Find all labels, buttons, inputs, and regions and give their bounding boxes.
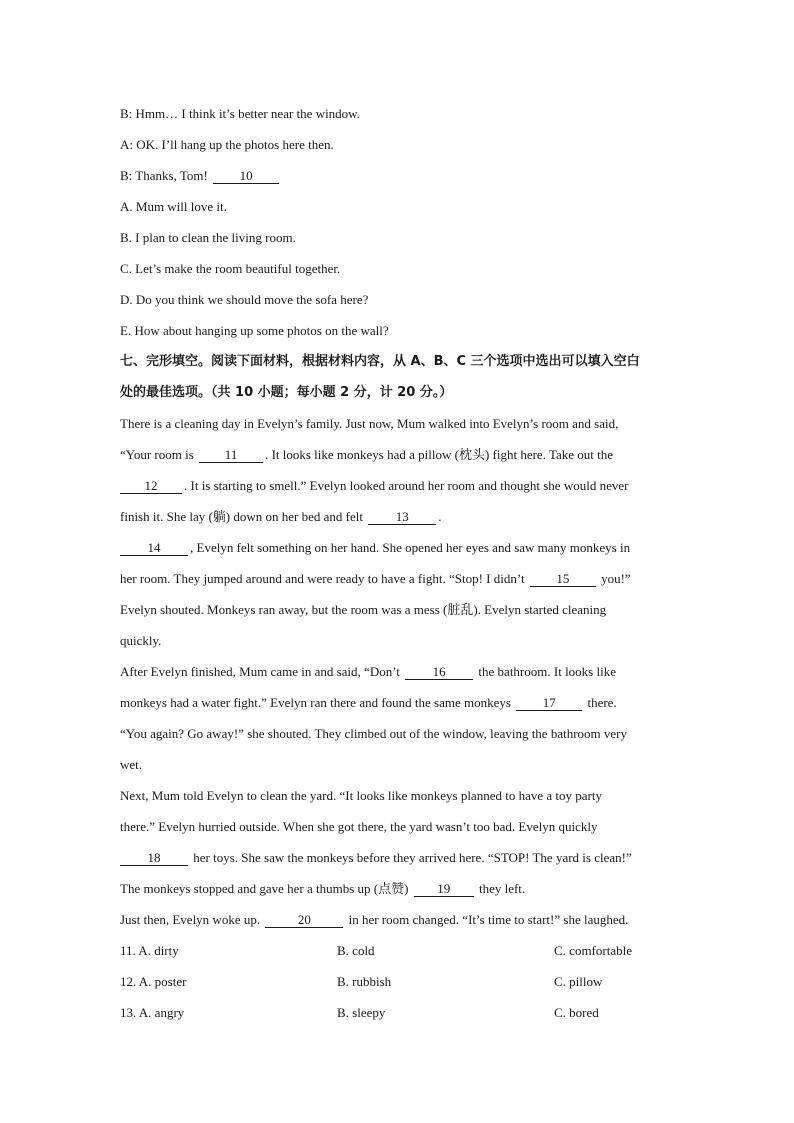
passage-text: they left. bbox=[478, 881, 526, 896]
option-d: D. Do you think we should move the sofa here? bbox=[120, 292, 369, 307]
passage-text: After Evelyn finished, Mum came in and said, “Don’t bbox=[120, 664, 400, 679]
question-option: 13. A. angry bbox=[120, 1005, 185, 1020]
option-c: C. Let’s make the room beautiful together. bbox=[120, 261, 341, 276]
blank-10: 10 bbox=[213, 169, 279, 184]
blank-19: 19 bbox=[414, 882, 474, 897]
passage-text: finish it. She lay (躺) down on her bed and felt bbox=[120, 509, 363, 524]
dialogue-line: B: Hmm… I think it’s better near the window. bbox=[120, 106, 360, 121]
question-row bbox=[120, 997, 680, 1028]
option-a: A. Mum will love it. bbox=[120, 199, 227, 214]
passage-text: you!” bbox=[601, 571, 631, 586]
passage-text: , Evelyn felt something on her hand. She opened her eyes and saw many monkeys in bbox=[190, 540, 631, 555]
question-row bbox=[120, 935, 680, 966]
passage-line: There is a cleaning day in Evelyn’s family. Just now, Mum walked into Evelyn’s room and said, bbox=[120, 416, 619, 431]
blank-12: 12 bbox=[120, 479, 182, 494]
passage-text: monkeys had a water fight.” Evelyn ran there and found the same monkeys bbox=[120, 695, 511, 710]
passage-line: quickly. bbox=[120, 633, 162, 648]
passage-line bbox=[120, 439, 680, 470]
passage-text: Just then, Evelyn woke up. bbox=[120, 912, 261, 927]
passage-text: . It looks like monkeys had a pillow (枕头) fight here. Take out the bbox=[265, 447, 614, 462]
question-option: C. bored bbox=[554, 1005, 599, 1020]
passage-line bbox=[120, 656, 680, 687]
section-heading: 七、完形填空。阅读下面材料，根据材料内容，从 A、B、C 三个选项中选出可以填入空白 bbox=[120, 354, 640, 369]
question-option: C. pillow bbox=[554, 974, 603, 989]
passage-line bbox=[120, 904, 680, 935]
passage-line: Evelyn shouted. Monkeys ran away, but the room was a mess (脏乱). Evelyn started cleaning bbox=[120, 602, 607, 617]
document-content bbox=[120, 98, 680, 1028]
passage-text: in her room changed. “It’s time to start!” she laughed. bbox=[348, 912, 629, 927]
passage-text: the bathroom. It looks like bbox=[478, 664, 616, 679]
question-option: 11. A. dirty bbox=[120, 943, 179, 958]
passage-line: Next, Mum told Evelyn to clean the yard. “It looks like monkeys planned to have a toy party bbox=[120, 788, 602, 803]
passage-line bbox=[120, 470, 680, 501]
option-b: B. I plan to clean the living room. bbox=[120, 230, 296, 245]
passage-line bbox=[120, 687, 680, 718]
dialogue-line bbox=[120, 160, 680, 191]
question-option: B. rubbish bbox=[337, 974, 392, 989]
passage-text: her room. They jumped around and were ready to have a fight. “Stop! I didn’t bbox=[120, 571, 525, 586]
blank-13: 13 bbox=[368, 510, 436, 525]
question-option: B. cold bbox=[337, 943, 375, 958]
question-row bbox=[120, 966, 680, 997]
question-option: 12. A. poster bbox=[120, 974, 187, 989]
passage-line: “You again? Go away!” she shouted. They climbed out of the window, leaving the bathroom very bbox=[120, 726, 627, 741]
blank-18: 18 bbox=[120, 851, 188, 866]
option-e: E. How about hanging up some photos on the wall? bbox=[120, 323, 389, 338]
passage-text: The monkeys stopped and gave her a thumbs up (点赞) bbox=[120, 881, 409, 896]
blank-14: 14 bbox=[120, 541, 188, 556]
blank-11: 11 bbox=[199, 448, 263, 463]
passage-line bbox=[120, 563, 680, 594]
passage-line: wet. bbox=[120, 757, 143, 772]
passage-line: there.” Evelyn hurried outside. When she got there, the yard wasn’t too bad. Evelyn quickly bbox=[120, 819, 598, 834]
blank-16: 16 bbox=[405, 665, 473, 680]
passage-line bbox=[120, 501, 680, 532]
passage-text: there. bbox=[587, 695, 617, 710]
question-option: B. sleepy bbox=[337, 1005, 386, 1020]
blank-20: 20 bbox=[265, 913, 343, 928]
passage-line bbox=[120, 873, 680, 904]
passage-text: . bbox=[438, 509, 442, 524]
passage-text: . It is starting to smell.” Evelyn looked around her room and thought she would never bbox=[184, 478, 629, 493]
dialogue-text: B: Thanks, Tom! bbox=[120, 168, 208, 183]
passage-text: “Your room is bbox=[120, 447, 194, 462]
blank-17: 17 bbox=[516, 696, 582, 711]
question-option: C. comfortable bbox=[554, 943, 632, 958]
passage-line bbox=[120, 842, 680, 873]
blank-15: 15 bbox=[530, 572, 596, 587]
section-heading: 处的最佳选项。（共 10 小题；每小题 2 分，计 20 分。） bbox=[120, 385, 453, 400]
passage-line bbox=[120, 532, 680, 563]
dialogue-line: A: OK. I’ll hang up the photos here then. bbox=[120, 137, 334, 152]
passage-text: her toys. She saw the monkeys before they arrived here. “STOP! The yard is clean!” bbox=[193, 850, 632, 865]
